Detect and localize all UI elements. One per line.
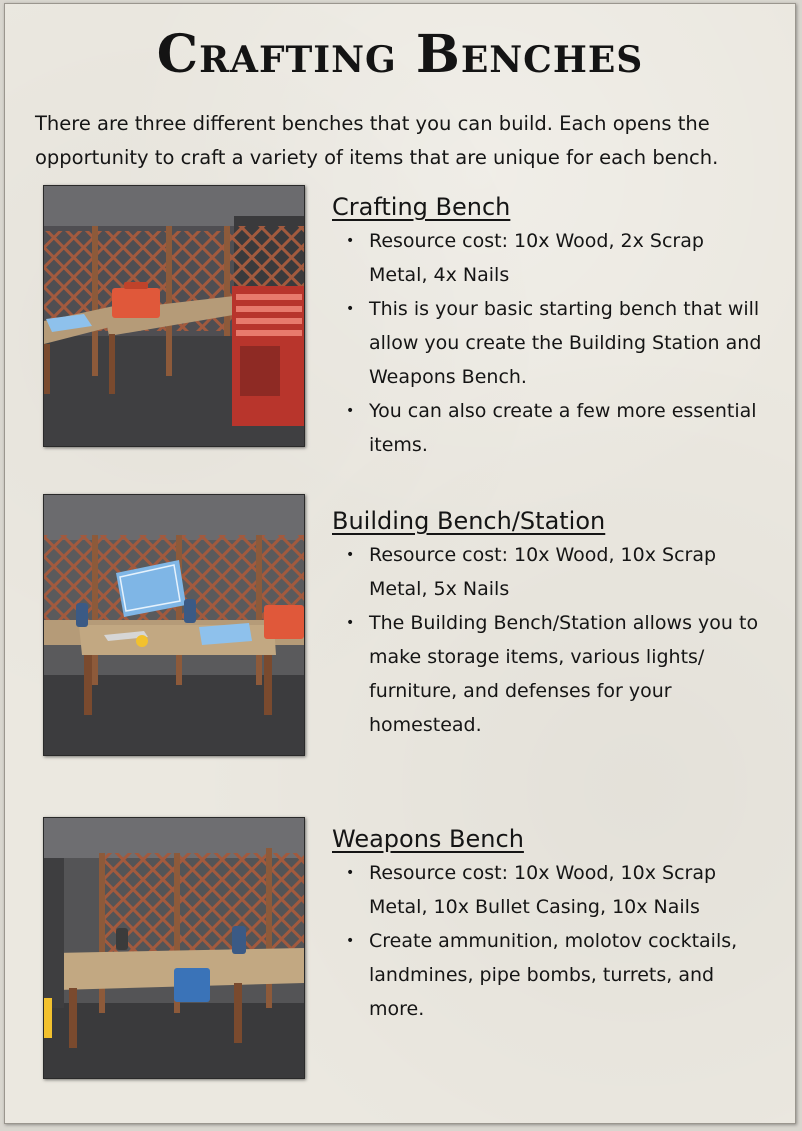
- list-item: • You can also create a few more essential items.: [332, 394, 762, 462]
- weapons-bench-image: [43, 817, 305, 1079]
- building-bench-heading: Building Bench/Station: [332, 507, 606, 535]
- list-item: • The Building Bench/Station allows you to make storage items, various lights/ furniture, and defenses for your homestead.: [332, 606, 762, 742]
- page: [4, 3, 796, 1124]
- list-item: • Resource cost: 10x Wood, 10x Scrap Metal, 5x Nails: [332, 538, 762, 606]
- weapons-bench-list: [332, 856, 762, 1026]
- page-title: Crafting Benches: [156, 24, 644, 85]
- list-item: • This is your basic starting bench that will allow you create the Building Station and Weapons Bench.: [332, 292, 762, 394]
- building-bench-image: [43, 494, 305, 756]
- building-bench-section: [332, 504, 762, 742]
- weapons-bench-section: [332, 822, 762, 1026]
- crafting-bench-list: [332, 224, 762, 462]
- weapons-bench-heading: Weapons Bench: [332, 825, 524, 853]
- crafting-bench-section: [332, 190, 762, 462]
- crafting-bench-heading: Crafting Bench: [332, 193, 511, 221]
- intro-text: There are three different benches that you can build. Each opens the opportunity to craft a variety of items that are unique for each bench.: [35, 112, 719, 169]
- list-item: • Create ammunition, molotov cocktails, landmines, pipe bombs, turrets, and more.: [332, 924, 762, 1026]
- building-bench-list: [332, 538, 762, 742]
- list-item: • Resource cost: 10x Wood, 10x Scrap Metal, 10x Bullet Casing, 10x Nails: [332, 856, 762, 924]
- crafting-bench-image: [43, 185, 305, 447]
- list-item: • Resource cost: 10x Wood, 2x Scrap Metal, 4x Nails: [332, 224, 762, 292]
